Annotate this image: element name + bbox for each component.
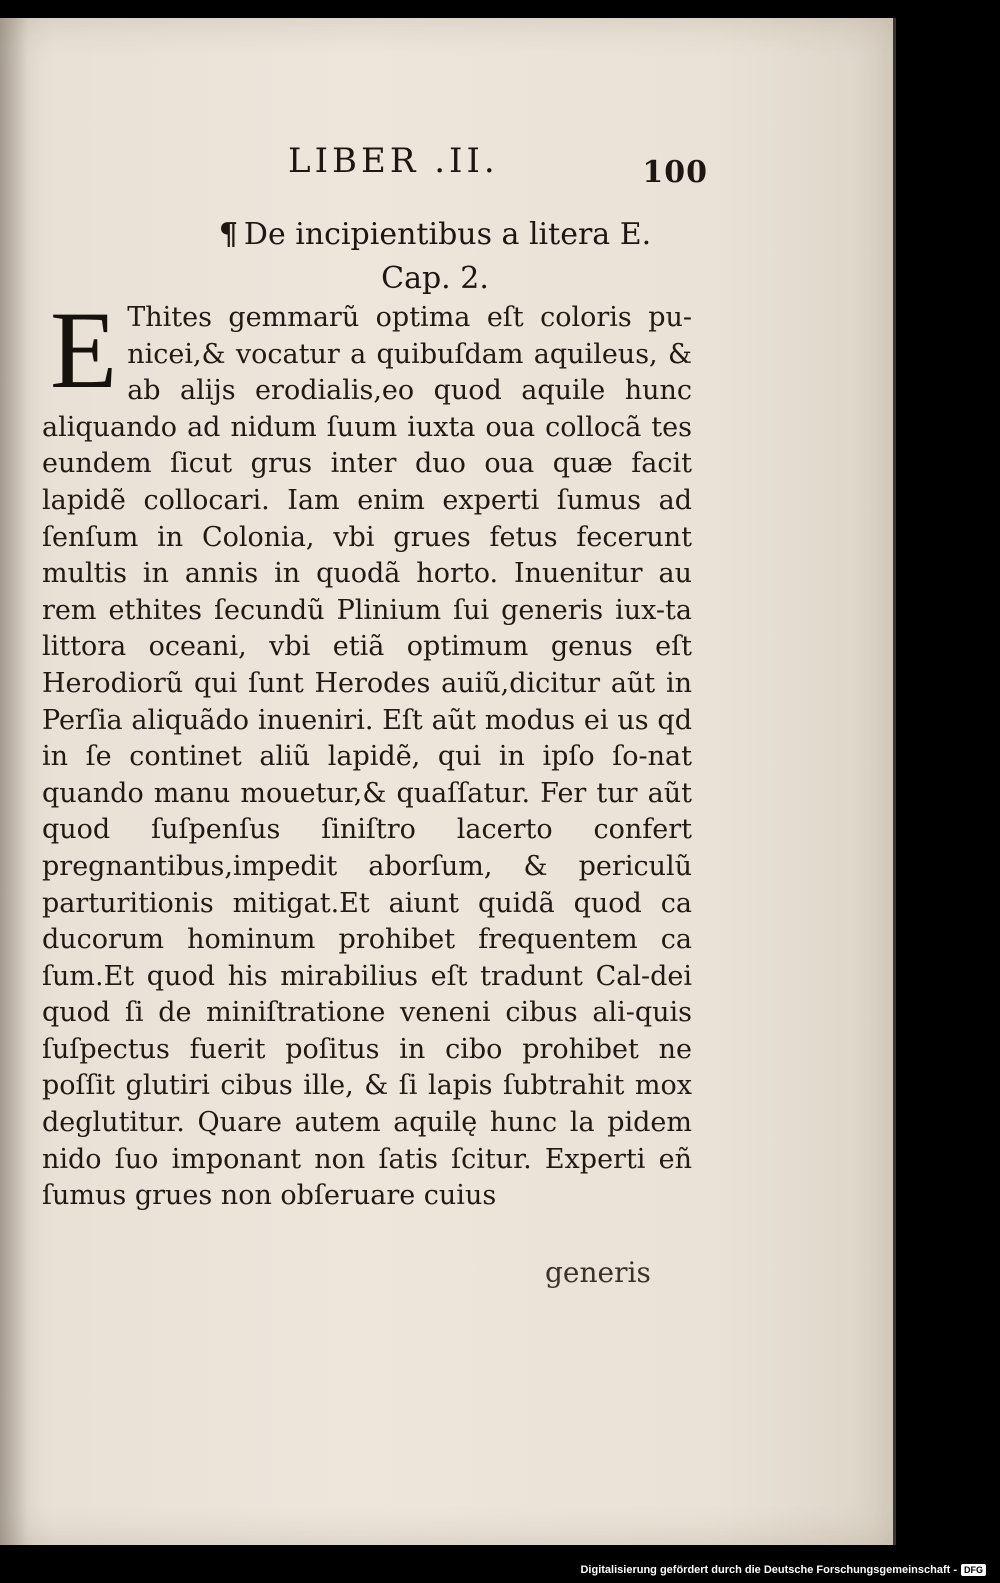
chapter-title: De incipientibus a litera E. bbox=[243, 217, 652, 252]
dfg-logo: DFG bbox=[961, 1564, 986, 1576]
paragraph bbox=[42, 289, 692, 1215]
gutter-shadow bbox=[0, 18, 28, 1545]
chapter-title-line bbox=[175, 213, 695, 257]
running-title: LIBER .II. bbox=[288, 141, 499, 181]
pilcrow-icon: ¶ bbox=[218, 217, 238, 252]
body-text bbox=[42, 289, 692, 1215]
running-head bbox=[288, 141, 708, 191]
drop-initial: E bbox=[50, 289, 118, 411]
paragraph-text: Thites gemmarũ optima eſt coloris pu-nicei,& vocatur a quibuſdam aquileus, & ab alijs erodialis,eo quod aquile hunc aliquando ad nidum ſuum iuxta oua collocã tes eundem ſicut grus inter duo oua quæ facit lapidẽ collocari. Iam enim experti ſumus ad ſenſum in Colonia, vbi grues fetus fecerunt multis in annis in quodã horto. Inuenitur au rem ethites ſecundũ Plinium ſui generis iux-ta littora oceani, vbi etiã optimum genus eſt Herodiorũ qui ſunt Herodes auiũ,dicitur aũt in Perſia aliquãdo inueniri. Eſt aũt modus ei us qd in ſe continet aliũ lapidẽ, qui in ipſo ſo-nat quando manu mouetur,& quaſſatur. Fer tur aũt quod ſuſpenſus ſiniſtro lacerto confert pregnantibus,impedit aborſum, & periculũ parturitionis mitigat.Et aiunt quidã quod ca ducorum hominum prohibet frequentem ca ſum.Et quod his mirabilius eſt tradunt Cal-dei quod ſi de miniſtratione veneni cibus ali-quis ſuſpectus fuerit poſitus in cibo prohibet ne poſſit glutiri cibus ille, & ſi lapis ſubtrahit mox deglutitur. Quare autem aquilę hunc la pidem nido ſuo imponant non ſatis ſcitur. Experti eñ ſumus grues non obſeruare cuius bbox=[42, 302, 692, 1212]
digitization-credit bbox=[580, 1564, 986, 1576]
catchword: generis bbox=[545, 1256, 651, 1289]
chapter-heading bbox=[175, 213, 695, 301]
folio-number: 100 bbox=[642, 155, 708, 190]
book-page bbox=[0, 18, 896, 1545]
credit-text: Digitalisierung gefördert durch die Deutsche Forschungsgemeinschaft - bbox=[580, 1564, 957, 1576]
chapter-number: Cap. 2. bbox=[381, 261, 489, 296]
